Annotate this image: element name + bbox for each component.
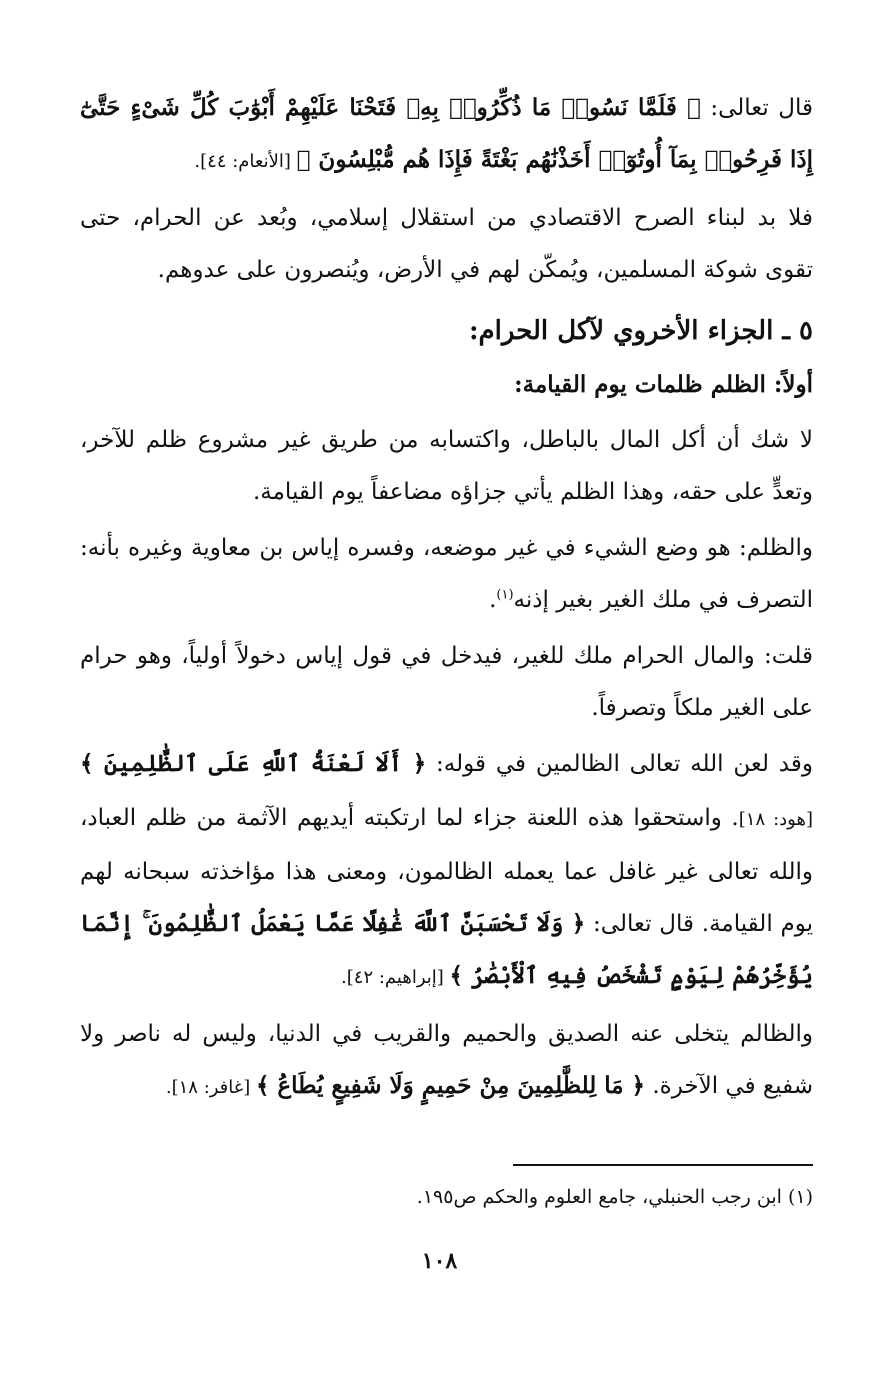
footnote-divider bbox=[513, 1164, 813, 1166]
paragraph-injustice-intro: لا شك أن أكل المال بالباطل، واكتسابه من طريق غير مشروع ظلم للآخر، وتعدٍّ على حقه، وهذا الظلم يأتي جزاؤه مضاعفاً يوم القيامة. bbox=[80, 427, 813, 505]
quran-verse: ﴿ مَا لِلظَّٰلِمِينَ مِنْ حَمِيمٍ وَلَا شَفِيعٍ يُطَاعُ ﴾ bbox=[255, 1072, 646, 1099]
quran-verse: ﴿ فَلَمَّا نَسُوا۟ مَا ذُكِّرُوا۟ بِهِۦ فَتَحْنَا عَلَيْهِمْ أَبْوَٰبَ كُلِّ شَىْءٍ حَتَّىٰٓ إِذَا فَرِحُوا۟ بِمَآ أُوتُوٓا۟ أَخَذْنَٰهُم بَغْتَةً فَإِذَا هُم مُّبْلِسُونَ ﴾ bbox=[80, 94, 813, 173]
paragraph-text: والظلم: هو وضع الشيء في غير موضعه، وفسره إياس بن معاوية وغيره بأنه: التصرف في ملك الغير بغير إذنه bbox=[80, 535, 813, 613]
paragraph-anam-verse bbox=[80, 82, 813, 188]
paragraph-lead: قال تعالى: bbox=[700, 95, 813, 121]
verse-reference: [غافر: ١٨]. bbox=[165, 1077, 256, 1098]
verse-reference: [الأنعام: ٤٤]. bbox=[194, 151, 297, 172]
paragraph-injustice-definition bbox=[80, 522, 813, 626]
footnote-marker[interactable]: (١) bbox=[496, 587, 514, 603]
paragraph-end: . bbox=[489, 587, 497, 613]
quran-verse: ﴿ وَلَا تَحْسَبَنَّ ٱللَّهَ غَٰفِلًا عَمَّا يَعْمَلُ ٱلظَّٰلِمُونَ ۚ إِنَّمَا يُؤَخِّرُهُمْ لِيَوْمٍ تَشْخَصُ فِيهِ ٱلْأَبْصَٰرُ ﴾ bbox=[80, 910, 813, 989]
quran-verse: ﴿ أَلَا لَعْنَةُ ٱللَّهِ عَلَى ٱلظَّٰلِمِينَ ﴾ bbox=[80, 750, 427, 777]
paragraph-haram-wealth: قلت: والمال الحرام ملك للغير، فيدخل في قول إياس دخولاً أولياً، وهو حرام على الغير ملكاً وتصرفاً. bbox=[80, 643, 813, 721]
paragraph-lead: والظالم يتخلى عنه الصديق والحميم والقريب في الدنيا، وليس له ناصر ولا شفيع في الآخرة. bbox=[80, 1021, 813, 1099]
paragraph-economic-independence: فلا بد لبناء الصرح الاقتصادي من استقلال إسلامي، وبُعد عن الحرام، حتى تقوى شوكة المسلمين، ويُمكّن لهم في الأرض، ويُنصرون على عدوهم. bbox=[80, 205, 813, 283]
page-body bbox=[80, 82, 813, 1118]
paragraph-middle: . واستحقوا هذه اللعنة جزاء لما ارتكبته أيديهم الآثمة من ظلم العباد، والله تعالى غير غافل عما يعمله الظالمون، ومعنى هذا مؤاخذته سبحانه لهم يوم القيامة. قال تعالى: bbox=[80, 805, 814, 937]
verse-reference: [هود: ١٨] bbox=[738, 809, 813, 830]
verse-reference: [إبراهيم: ٤٢]. bbox=[341, 967, 450, 988]
paragraph-curse-of-oppressors bbox=[80, 738, 813, 1004]
paragraph-no-intercessor bbox=[80, 1008, 813, 1114]
subsection-heading: أولاً: الظلم ظلمات يوم القيامة: bbox=[514, 371, 813, 398]
page-number: ١٠٨ bbox=[421, 1248, 458, 1274]
section-heading: ٥ ـ الجزاء الأخروي لآكل الحرام: bbox=[468, 316, 813, 346]
paragraph-lead: وقد لعن الله تعالى الظالمين في قوله: bbox=[426, 751, 813, 777]
footnote: (١) ابن رجب الحنبلي، جامع العلوم والحكم ص١٩٥. bbox=[416, 1186, 813, 1208]
